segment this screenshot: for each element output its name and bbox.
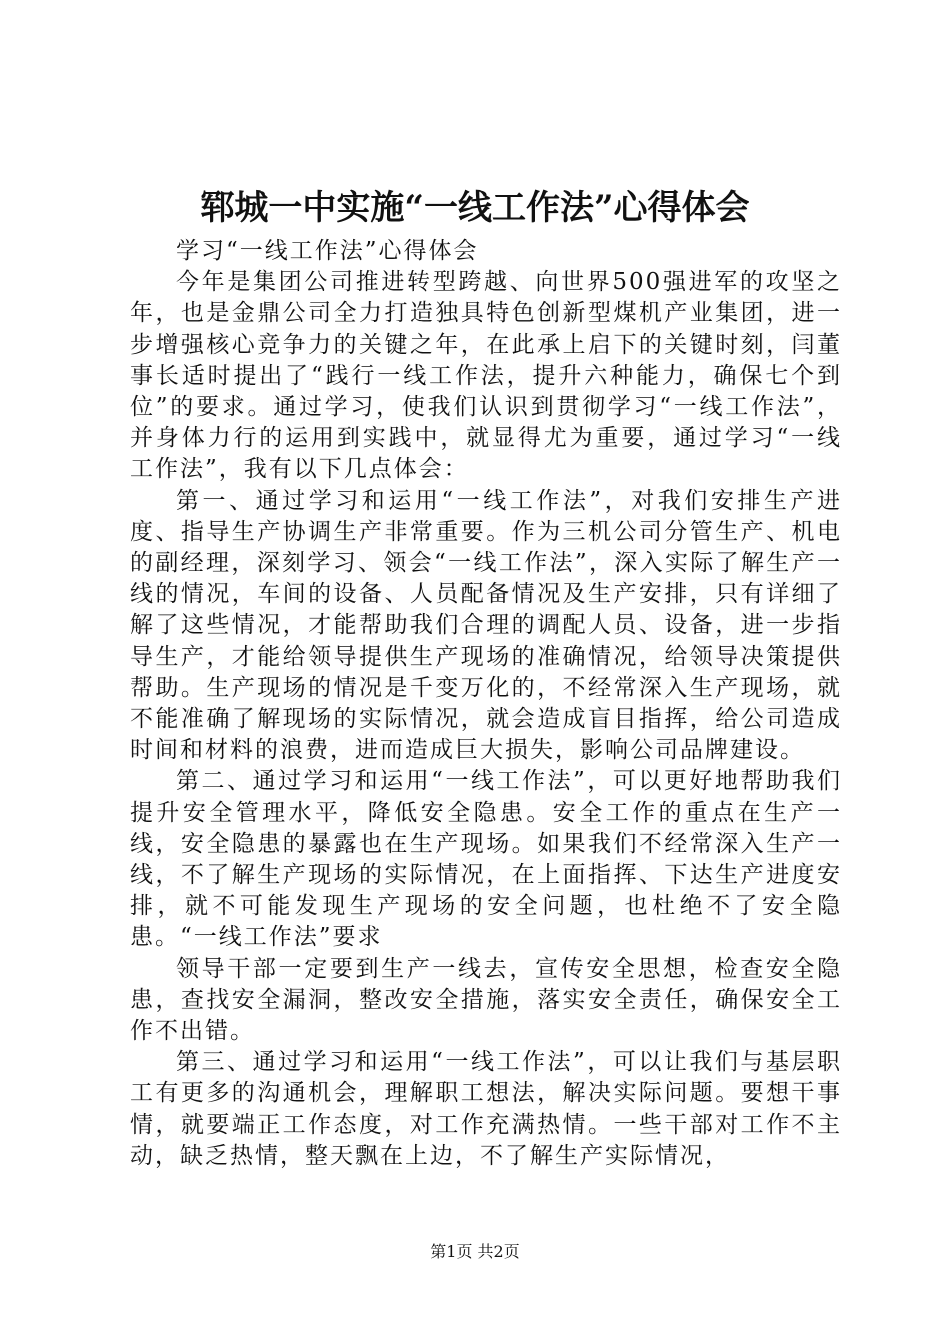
paragraph-point-one: 第一、通过学习和运用“一线工作法”，对我们安排生产进度、指导生产协调生产非常重要。作为三机公司分管生产、机电的副经理，深刻学习、领会“一线工作法”，深入实际了解生产一线的情况，车间的设备、人员配备情况及生产安排，只有详细了解了这些情况，才能帮助我们合理的调配人员、设备，进一步指导生产，才能给领导提供生产现场的准确情况，给领导决策提供帮助。生产现场的情况是千变万化的，不经常深入生产现场，就不能准确了解现场的实际情况，就会造成盲目指挥，给公司造成时间和材料的浪费，进而造成巨大损失，影响公司品牌建设。 bbox=[130, 487, 842, 764]
paragraph-point-two: 第二、通过学习和运用“一线工作法”，可以更好地帮助我们提升安全管理水平，降低安全隐患。安全工作的重点在生产一线，安全隐患的暴露也在生产现场。如果我们不经常深入生产一线，不了解生产现场的实际情况，在上面指挥、下达生产进度安排，就不可能发现生产现场的安全问题，也杜绝不了安全隐患。“一线工作法”要求 bbox=[130, 768, 842, 951]
page-footer: 第1页 共2页 bbox=[430, 1242, 520, 1261]
paragraph-intro: 今年是集团公司推进转型跨越、向世界500强进军的攻坚之年，也是金鼎公司全力打造独具特色创新型煤机产业集团，进一步增强核心竞争力的关键之年，在此承上启下的关键时刻，闫董事长适时提出了“践行一线工作法，提升六种能力，确保七个到位”的要求。通过学习，使我们认识到贯彻学习“一线工作法”，并身体力行的运用到实践中，就显得尤为重要，通过学习“一线工作法”，我有以下几点体会： bbox=[130, 269, 842, 483]
paragraph-point-three: 第三、通过学习和运用“一线工作法”，可以让我们与基层职工有更多的沟通机会，理解职工想法，解决实际问题。要想干事情，就要端正工作态度，对工作充满热情。一些干部对工作不主动，缺乏热情，整天飘在上边，不了解生产实际情况， bbox=[130, 1049, 842, 1169]
document-title: 郓城一中实施“一线工作法”心得体会 bbox=[200, 188, 750, 228]
document-body bbox=[130, 236, 842, 1172]
paragraph-subtitle: 学习“一线工作法”心得体会 bbox=[176, 238, 479, 264]
paragraph-point-two-continued: 领导干部一定要到生产一线去，宣传安全思想，检查安全隐患，查找安全漏洞，整改安全措施，落实安全责任，确保安全工作不出错。 bbox=[130, 955, 842, 1045]
